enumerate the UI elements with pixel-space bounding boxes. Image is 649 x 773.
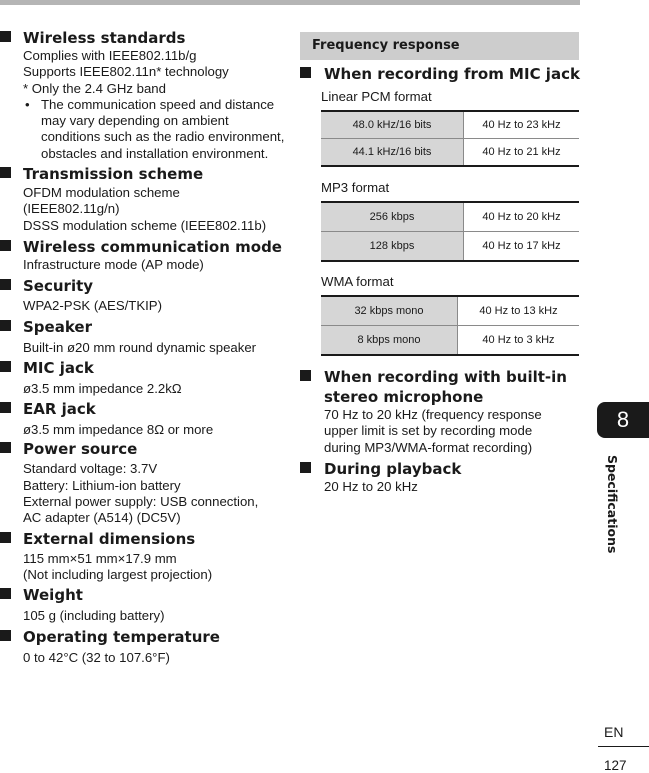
- section-side-text: Specifications: [605, 455, 620, 554]
- table-row: [321, 139, 579, 167]
- section-body: WPA2-PSK (AES/TKIP): [23, 298, 162, 314]
- bullet-square-icon: [300, 67, 311, 78]
- top-rule: [0, 0, 580, 5]
- section-body: Infrastructure mode (AP mode): [23, 256, 204, 272]
- bullet-note: [23, 97, 290, 162]
- section-body: OFDM modulation scheme (IEEE802.11g/n) DSSS modulation scheme (IEEE802.11b): [23, 185, 267, 233]
- table-row: [321, 296, 579, 326]
- section-heading: Weight: [23, 586, 83, 605]
- builtin-mic-section: [300, 367, 580, 456]
- left-column: [0, 28, 290, 666]
- section-heading: Transmission scheme: [23, 165, 204, 184]
- bullet-square-icon: [0, 442, 11, 453]
- table-cell: 40 Hz to 13 kHz: [458, 296, 580, 326]
- section-body: Standard voltage: 3.7V Battery: Lithium-ion battery External power supply: USB connection, AC adapter (A514) (DC5V): [23, 461, 259, 526]
- section-heading: EAR jack: [23, 400, 96, 419]
- spec-wireless-standards: [0, 28, 290, 162]
- right-column: [300, 32, 580, 495]
- spec-security: [0, 276, 290, 314]
- section-body: 0 to 42°C (32 to 107.6°F): [23, 649, 170, 665]
- table-cell: 40 Hz to 23 kHz: [464, 111, 580, 139]
- section-heading: MIC jack: [23, 358, 94, 377]
- section-body: 105 g (including battery): [23, 608, 165, 624]
- table-cell: 40 Hz to 20 kHz: [464, 202, 580, 232]
- spec-power-source: [0, 439, 290, 526]
- section-heading: External dimensions: [23, 529, 196, 548]
- bullet-square-icon: [0, 279, 11, 290]
- mic-jack-section: [300, 64, 580, 84]
- section-body: 70 Hz to 20 kHz (frequency response upper limit is set by recording mode during MP3/WMA-format recording): [324, 407, 542, 455]
- section-heading: When recording from MIC jack: [324, 65, 580, 83]
- wma-label: WMA format: [321, 274, 394, 289]
- page-number: 127: [604, 758, 627, 773]
- spec-operating-temperature: [0, 627, 290, 666]
- section-body: ø3.5 mm impedance 8Ω or more: [23, 422, 214, 438]
- section-heading: Wireless communication mode: [23, 237, 282, 256]
- bullet-square-icon: [0, 31, 11, 42]
- table-cell: 8 kbps mono: [321, 326, 458, 356]
- spec-speaker: [0, 317, 290, 356]
- section-body: Complies with IEEE802.11b/g Supports IEEE802.11n* technology * Only the 2.4 GHz band: [23, 48, 229, 96]
- bullet-square-icon: [300, 370, 311, 381]
- section-heading: During playback: [324, 459, 462, 478]
- table-cell: 32 kbps mono: [321, 296, 458, 326]
- bullet-square-icon: [0, 240, 11, 251]
- wma-table: [321, 295, 579, 356]
- table-cell: 44.1 kHz/16 bits: [321, 139, 464, 167]
- playback-section: [300, 459, 580, 495]
- section-heading: Security: [23, 277, 94, 296]
- table-row: [321, 202, 579, 232]
- bullet-square-icon: [0, 167, 11, 178]
- language-rule: [598, 746, 649, 747]
- section-body: 115 mm×51 mm×17.9 mm (Not including largest projection): [23, 550, 213, 582]
- mp3-table: [321, 201, 579, 262]
- table-row: [321, 232, 579, 262]
- spec-transmission-scheme: [0, 164, 290, 234]
- chapter-tab: 8: [597, 402, 649, 438]
- spec-wireless-mode: [0, 237, 290, 273]
- table-row: [321, 326, 579, 356]
- table-cell: 48.0 kHz/16 bits: [321, 111, 464, 139]
- table-cell: 40 Hz to 3 kHz: [458, 326, 580, 356]
- linear-pcm-table: [321, 110, 579, 167]
- section-body: 20 Hz to 20 kHz: [324, 478, 418, 494]
- spec-ear-jack: [0, 399, 290, 438]
- spec-external-dimensions: [0, 529, 290, 584]
- section-side-label: [596, 455, 626, 554]
- frequency-response-header: Frequency response: [300, 32, 579, 60]
- bullet-dot-icon: •: [25, 96, 30, 112]
- section-heading: Wireless standards: [23, 29, 186, 47]
- mp3-label: MP3 format: [321, 180, 390, 195]
- spec-mic-jack: [0, 358, 290, 397]
- bullet-square-icon: [0, 630, 11, 641]
- bullet-square-icon: [300, 462, 311, 473]
- bullet-square-icon: [0, 320, 11, 331]
- table-cell: 40 Hz to 21 kHz: [464, 139, 580, 167]
- table-cell: 256 kbps: [321, 202, 464, 232]
- bullet-square-icon: [0, 361, 11, 372]
- section-heading: Speaker: [23, 317, 92, 336]
- table-cell: 40 Hz to 17 kHz: [464, 232, 580, 262]
- section-heading: When recording with built-in stereo microphone: [324, 368, 567, 406]
- table-row: [321, 111, 579, 139]
- section-heading: Power source: [23, 440, 138, 459]
- spec-weight: [0, 585, 290, 624]
- table-cell: 128 kbps: [321, 232, 464, 262]
- bullet-square-icon: [0, 532, 11, 543]
- bullet-square-icon: [0, 588, 11, 599]
- bullet-square-icon: [0, 402, 11, 413]
- section-body: Built-in ø20 mm round dynamic speaker: [23, 339, 257, 355]
- language-label: EN: [604, 724, 624, 740]
- linear-pcm-label: Linear PCM format: [321, 89, 432, 104]
- bullet-text: The communication speed and distance may vary depending on ambient conditions such as the radio environment, obstacles and installation environment.: [41, 96, 285, 161]
- section-heading: Operating temperature: [23, 627, 220, 646]
- section-body: ø3.5 mm impedance 2.2kΩ: [23, 380, 182, 396]
